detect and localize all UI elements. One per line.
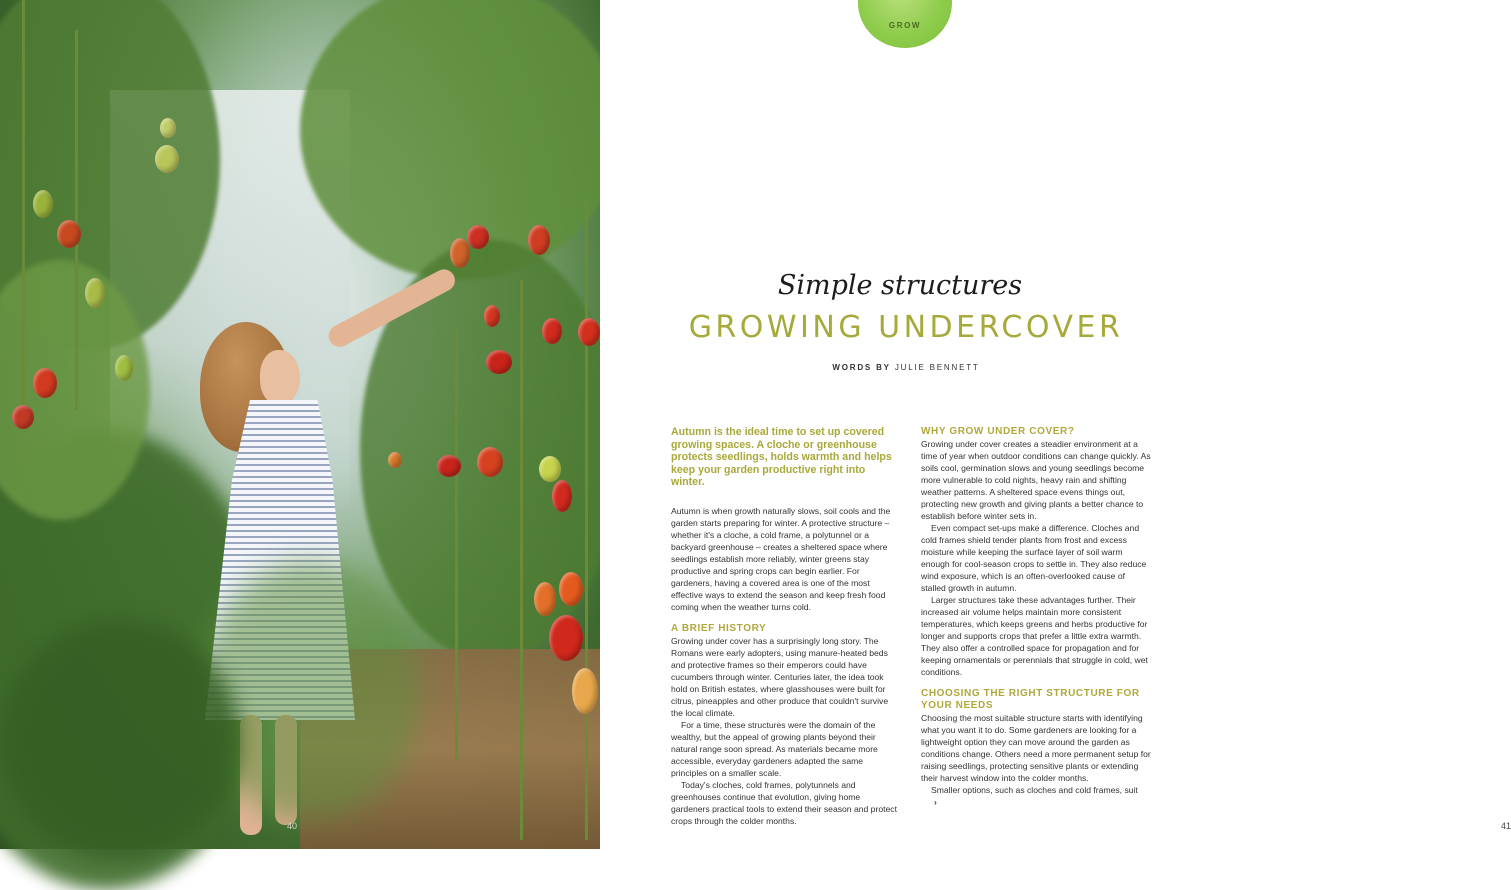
- byline: [600, 363, 1212, 372]
- tomato: [542, 318, 562, 344]
- plant-stem: [520, 280, 523, 840]
- column-left: [671, 426, 901, 827]
- plant-stem: [22, 0, 25, 420]
- choosing-paragraph-2: [921, 784, 1151, 808]
- choosing-paragraph-2-text: Smaller options, such as cloches and cold frames, suit: [931, 785, 1138, 795]
- why-paragraph-3: Larger structures take these advantages further. Their increased air volume helps maintain more consistent temperatures, which keeps greens and herbs productive for longer and supports crops that prefer a little extra warmth. They also offer a controlled space for propagation and for keeping ornamentals or perennials that struggle in cold, wet conditions.: [921, 595, 1148, 677]
- history-paragraph-2: For a time, these structures were the domain of the wealthy, but the appeal of growing plants beyond their natural range soon spread. As materials became more accessible, everyday gardeners adapted the same principles on a smaller scale.: [671, 719, 878, 778]
- tomato: [467, 225, 489, 249]
- tomato: [12, 405, 34, 429]
- why-paragraph-1: Growing under cover creates a steadier environment at a time of year when outdoor conditions can change quickly. As soils cool, germination slows and young seedlings become more vulnerable to cold nights, heavy rain and shifting weather patterns. A sheltered space evens things out, protecting new growth and giving plants a better chance to establish before winter sets in.: [921, 439, 1151, 521]
- tomato: [539, 456, 561, 482]
- tomato: [486, 350, 512, 374]
- tomato: [549, 615, 583, 661]
- section-tab-label: GROW: [888, 21, 922, 30]
- plant-stem: [75, 30, 78, 410]
- tomato: [534, 582, 556, 616]
- column-right: [921, 426, 1151, 808]
- girl-face: [260, 350, 300, 405]
- intro-paragraph: Autumn is when growth naturally slows, soil cools and the garden starts preparing for winter. A protective structure – whether it's a cloche, a cold frame, a polytunnel or a backyard greenhouse – creates a sheltered space where seedlings establish more reliably, winter greens stay productive and spring crops can begin earlier. For gardeners, having a covered area is one of the most effective ways to extend the season and keep fresh food coming when the weather turns cold.: [671, 505, 891, 612]
- tomato: [33, 190, 53, 218]
- tomato: [484, 305, 500, 327]
- section-heading-choosing: CHOOSING THE RIGHT STRUCTURE FOR YOUR NEEDS: [921, 688, 1140, 711]
- history-paragraph-3: Today's cloches, cold frames, polytunnels and greenhouses continue that evolution, giving home gardeners practical tools to extend their season and protect crops through the colder months.: [671, 779, 897, 826]
- byline-name: JULIE BENNETT: [894, 363, 980, 372]
- tomato: [388, 452, 402, 468]
- history-paragraph-1: Growing under cover has a surprisingly long story. The Romans were early adopters, using manure-heated beds and protective frames so their emperors could have cucumbers through winter. Centuries later, the idea took hold on British estates, where glasshouses were built for citrus, pineapples and other produce that couldn't survive the local climate.: [671, 635, 889, 718]
- tomato: [450, 238, 470, 268]
- tomato: [578, 318, 600, 346]
- page-number-left: 40: [287, 821, 298, 831]
- tomato: [477, 447, 503, 477]
- choosing-paragraph-1: Choosing the most suitable structure starts with identifying what you want it to do. Some gardeners are looking for a lightweight option they can move around the garden as conditions change. Others need a more permanent setup for raising seedlings, protecting sensitive plants or extending their harvest window into the colder months.: [921, 713, 1151, 783]
- plant-stem: [455, 330, 458, 760]
- plant-stem: [585, 200, 588, 840]
- continue-arrow-icon: ›: [934, 797, 937, 807]
- tomato: [572, 668, 598, 714]
- foliage-foreground-blur: [200, 560, 420, 820]
- page-number-right: 41: [1501, 821, 1511, 831]
- tomato: [115, 355, 133, 381]
- foliage-foreground-blur: [0, 620, 240, 860]
- tomato: [160, 118, 176, 138]
- tomato: [552, 480, 572, 512]
- tomato: [57, 220, 81, 248]
- article-headline: GROWING UNDERCOVER: [688, 310, 1124, 345]
- article-page: [600, 0, 1511, 849]
- tomato: [33, 368, 57, 398]
- greenhouse-photo: [0, 0, 600, 849]
- section-heading-history: A BRIEF HISTORY: [671, 622, 767, 634]
- tomato: [528, 225, 550, 255]
- section-heading-why: WHY GROW UNDER COVER?: [921, 426, 1075, 437]
- why-paragraph-2: Even compact set-ups make a difference. Cloches and cold frames shield tender plants from frost and excess moisture while keeping the surface layer of soil warm enough for cool-season crops to settle in. They also reduce wind exposure, which is an often-overlooked cause of stalled growth in autumn.: [921, 523, 1147, 593]
- tomato: [437, 455, 461, 477]
- standfirst: Autumn is the ideal time to set up covered growing spaces. A cloche or greenhouse protects seedlings, holds warmth and helps keep your garden productive right into winter.: [671, 426, 892, 488]
- article-kicker: Simple structures: [777, 270, 1023, 301]
- tomato: [559, 572, 583, 606]
- tomato: [85, 278, 105, 308]
- tomato: [155, 145, 179, 173]
- byline-label: WORDS BY: [832, 363, 891, 372]
